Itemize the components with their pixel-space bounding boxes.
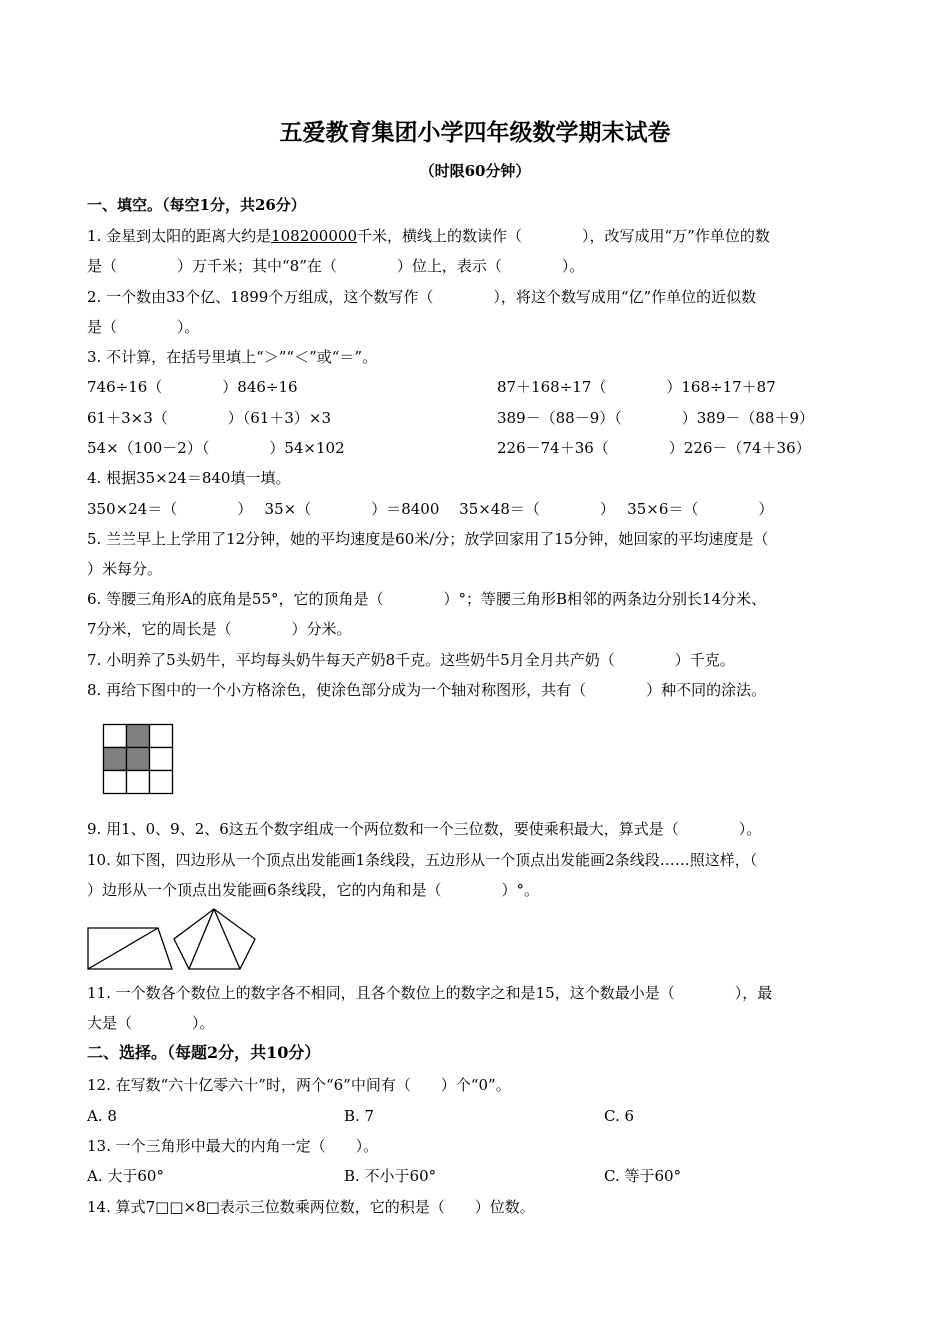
q13-option-a: A. 大于60°: [87, 1167, 164, 1185]
q3-right-1: 87＋168÷17（ ）168÷17＋87: [497, 378, 776, 396]
section1-heading: 一、填空。（每空1分，共26分）: [87, 196, 306, 214]
quadrilateral-figure: [88, 928, 172, 969]
q8-grid-figure: [102, 723, 174, 795]
q13-stem: 13. 一个三角形中最大的内角一定（ ）。: [87, 1137, 379, 1155]
q10-line1: 10. 如下图，四边形从一个顶点出发能画1条线段，五边形从一个顶点出发能画2条线段……照这样，（: [87, 851, 758, 869]
q12-option-c: C. 6: [604, 1107, 635, 1125]
q1-post: 千米，横线上的数读作（ ），改写成用“万”作单位的数: [357, 227, 770, 245]
q6-line1: 6. 等腰三角形A的底角是55°，它的顶角是（ ）°；等腰三角形B相邻的两条边分别长14分米、: [87, 590, 767, 608]
grid-cell-shaded: [127, 725, 150, 748]
time-limit: （时限60分钟）: [419, 162, 531, 180]
grid-cell-empty: [150, 748, 173, 771]
grid-cell-empty: [104, 771, 127, 794]
q3-line1: 3. 不计算，在括号里填上“＞”“＜”或“＝”。: [87, 348, 378, 366]
q1-number: 108200000: [271, 227, 357, 245]
q6-line2: 7分米，它的周长是（ ）分米。: [87, 620, 352, 638]
q5-line2: ）米每分。: [87, 560, 163, 578]
grid-cell-empty: [150, 771, 173, 794]
q7: 7. 小明养了5头奶牛，平均每头奶牛每天产奶8千克。这些奶牛5月全月共产奶（ ）千克。: [87, 651, 735, 669]
q10-line2: ）边形从一个顶点出发能画6条线段，它的内角和是（ ）°。: [87, 881, 540, 899]
q12-option-a: A. 8: [87, 1107, 117, 1125]
q11-line2: 大是（ ）。: [87, 1014, 215, 1032]
section2-heading: 二、选择。（每题2分，共10分）: [87, 1043, 321, 1062]
q1-line2: 是（ ）万千米；其中“8”在（ ）位上，表示（ ）。: [87, 257, 585, 275]
q13-option-c: C. 等于60°: [604, 1167, 682, 1185]
q3-right-2: 389－（88－9）（ ）389－（88＋9）: [497, 409, 815, 427]
quadrilateral-diagonal: [88, 928, 158, 969]
q13-option-b: B. 不小于60°: [344, 1167, 437, 1185]
q3-right-3: 226－74＋36（ ）226－（74＋36）: [497, 439, 811, 457]
q8: 8. 再给下图中的一个小方格涂色，使涂色部分成为一个轴对称图形，共有（ ）种不同的涂法。: [87, 681, 767, 699]
grid-cell-shaded: [104, 748, 127, 771]
q3-left-3: 54×（100－2）（ ）54×102: [87, 439, 345, 457]
grid-cell-empty: [104, 725, 127, 748]
q11-line1: 11. 一个数各个数位上的数字各不相同，且各个数位上的数字之和是15，这个数最小是（ ），最: [87, 984, 773, 1002]
q5-line1: 5. 兰兰早上上学用了12分钟，她的平均速度是60米/分；放学回家用了15分钟，她回家的平均速度是（: [87, 530, 769, 548]
grid-cell-shaded: [127, 748, 150, 771]
page-title: 五爱教育集团小学四年级数学期末试卷: [279, 119, 671, 146]
grid-cell-empty: [127, 771, 150, 794]
q1-line1: [87, 226, 770, 246]
q3-left-1: 746÷16（ ）846÷16: [87, 378, 298, 396]
q4-line1: 4. 根据35×24＝840填一填。: [87, 469, 291, 487]
grid-cell-empty: [150, 725, 173, 748]
q2-line1: 2. 一个数由33个亿、1899个万组成，这个数写作（ ），将这个数写成用“亿”作单位的近似数: [87, 288, 757, 306]
quadrilateral-outline: [88, 928, 172, 969]
pentagon-outline: [174, 909, 255, 969]
q10-polygon-figures: [86, 906, 266, 972]
q1-pre: 1. 金星到太阳的距离大约是: [87, 227, 272, 245]
q2-line2: 是（ ）。: [87, 318, 200, 336]
q14-stem: 14. 算式7□□×8□表示三位数乘两位数，它的积是（ ）位数。: [87, 1198, 535, 1216]
q12-option-b: B. 7: [344, 1107, 375, 1125]
q9: 9. 用1、0、9、2、6这五个数字组成一个两位数和一个三位数，要使乘积最大，算式是（ ）。: [87, 820, 762, 838]
q12-stem: 12. 在写数“六十亿零六十”时，两个“6”中间有（ ）个“0”。: [87, 1076, 511, 1094]
q3-left-2: 61＋3×3（ ）（61＋3）×3: [87, 409, 331, 427]
grid-cells: [104, 725, 173, 794]
q4-line2: 350×24＝（ ） 35×（ ）＝8400 35×48＝（ ） 35×6＝（ ）: [87, 500, 774, 518]
pentagon-figure: [174, 909, 255, 969]
